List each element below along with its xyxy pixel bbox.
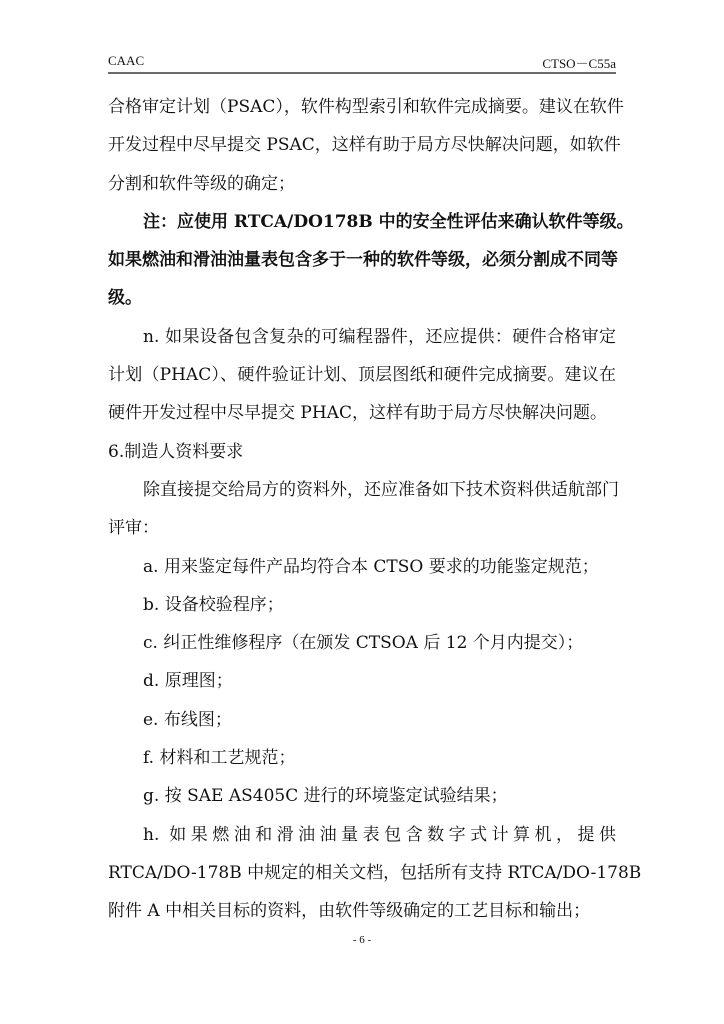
text-line: 分割和软件等级的确定； xyxy=(108,173,295,194)
header-doc-id: CTSO－C55a xyxy=(542,56,616,71)
list-text: 用来鉴定每件产品均符合本 CTSO 要求的功能鉴定规范； xyxy=(163,556,599,577)
item-n-paragraph xyxy=(108,318,616,433)
list-label: c. xyxy=(143,633,158,654)
header-org: CAAC xyxy=(108,53,145,68)
list-label: d. xyxy=(143,671,160,692)
text-line: 注：应使用 RTCA/DO178B 中的安全性评估来确认软件等级。 xyxy=(143,211,634,232)
text-line: 开发过程中尽早提交 PSAC，这样有助于局方尽快解决问题，如软件 xyxy=(108,135,621,156)
list-text: 纠正性维修程序（在颁发 CTSOA 后 12 个月内提交）； xyxy=(163,633,584,654)
item-h-paragraph xyxy=(108,816,642,931)
list-text: 设备校验程序； xyxy=(164,594,284,615)
list-item xyxy=(108,662,616,700)
list-label: a. xyxy=(143,556,159,577)
text-line: 计划（PHAC）、硬件验证计划、顶层图纸和硬件完成摘要。建议在 xyxy=(108,365,616,386)
text-line: 评审： xyxy=(108,518,159,539)
list-text: 布线图； xyxy=(163,709,232,730)
list-label: g. xyxy=(143,786,160,807)
intro-paragraph xyxy=(108,471,619,548)
list-label: e. xyxy=(143,709,159,730)
text-line: n. 如果设备包含复杂的可编程器件，还应提供：硬件合格审定 xyxy=(143,326,616,347)
text-line: 硬件开发过程中尽早提交 PHAC，这样有助于局方尽快解决问题。 xyxy=(108,403,607,424)
list-item xyxy=(108,624,616,662)
list-item xyxy=(108,739,616,777)
note-paragraph xyxy=(108,203,634,318)
list-item xyxy=(108,701,616,739)
text-line: 如果燃油和滑油油量表包含多于一种的软件等级，必须分割成不同等 xyxy=(108,250,618,271)
text-line: 附件 A 中相关目标的资料，由软件等级确定的工艺目标和输出； xyxy=(108,901,591,922)
list-label: f. xyxy=(143,748,155,769)
section-heading: 6.制造人资料要求 xyxy=(108,441,244,462)
list-text: 按 SAE AS405C 进行的环境鉴定试验结果； xyxy=(164,786,508,807)
text-line: 合格审定计划（PSAC），软件构型索引和软件完成摘要。建议在软件 xyxy=(108,97,624,117)
text-line: h. 如果燃油和滑油油量表包含数字式计算机，提供 xyxy=(143,824,616,845)
paragraph-psac xyxy=(108,88,624,203)
list-text: 原理图； xyxy=(164,671,233,692)
list-item xyxy=(108,777,616,815)
requirements-list xyxy=(108,548,616,816)
page-number: - 6 - xyxy=(352,934,372,946)
text-line: 级。 xyxy=(108,288,142,309)
text-line: RTCA/DO-178B 中规定的相关文档，包括所有支持 RTCA/DO-178B xyxy=(108,862,642,883)
list-label: b. xyxy=(143,594,160,615)
list-item xyxy=(108,586,616,624)
list-text: 材料和工艺规范； xyxy=(159,748,296,769)
page-body xyxy=(108,88,642,931)
page-header xyxy=(108,50,616,74)
text-line: 除直接提交给局方的资料外，还应准备如下技术资料供适航部门 xyxy=(143,479,619,500)
list-item xyxy=(108,548,616,586)
